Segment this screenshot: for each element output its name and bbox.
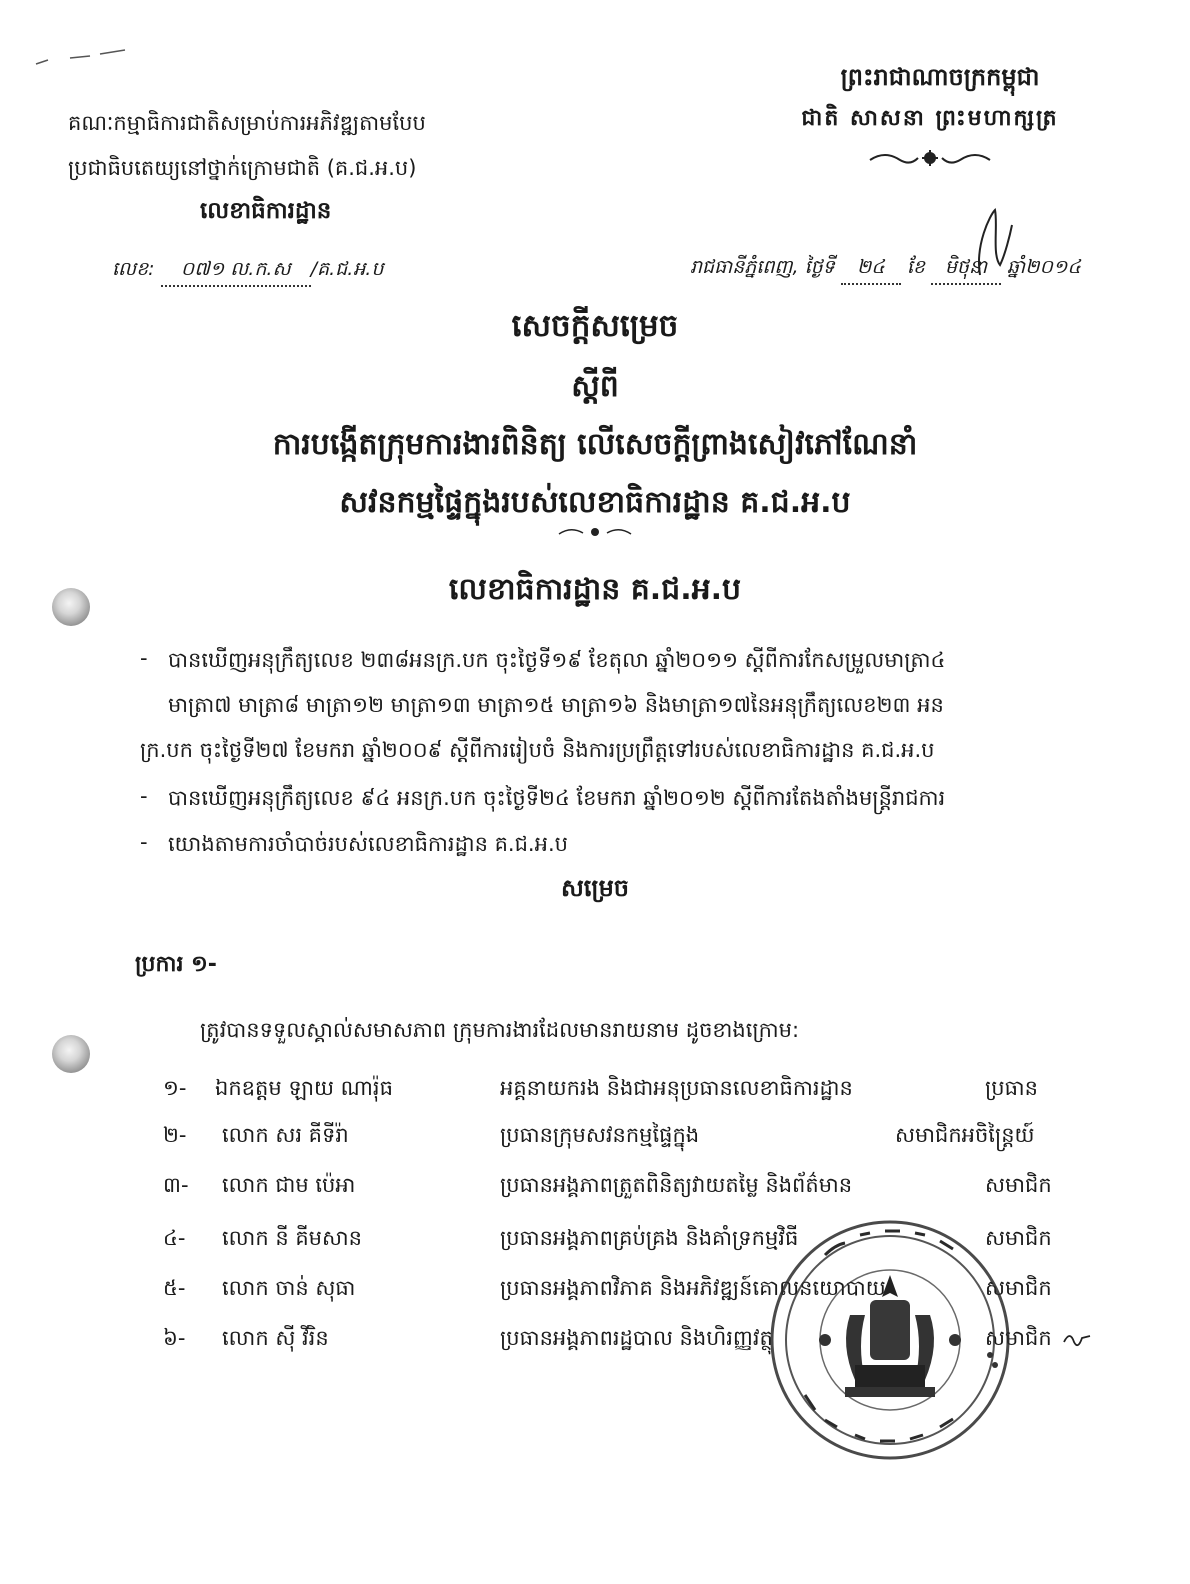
preamble-item-1 [140, 638, 1068, 773]
title-subject-line-1: ការបង្កើតក្រុមការងារពិនិត្យ លើសេចក្តីព្រាងសៀវភៅណែនាំ [272, 427, 918, 462]
handwritten-signature [950, 205, 1040, 285]
title-subject-line-2: សវនកម្មផ្ទៃក្នុងរបស់លេខាធិការដ្ឋាន គ.ជ.អ.ប [339, 485, 851, 520]
document-title: សេចក្តីសម្រេច [511, 308, 679, 344]
date-day: ២៤ [841, 255, 901, 285]
kingdom-title: ព្រះរាជាណាចក្រកម្ពុជា [840, 63, 1040, 91]
member-number: ២- [163, 1123, 187, 1147]
member-name: លោក ចាន់ សុធា [222, 1276, 356, 1300]
preamble-item-1-line-2: មាត្រា៧ មាត្រា៨ មាត្រា១២ មាត្រា១៣ មាត្រា១៥ មាត្រា១៦ និងមាត្រា១៧នៃអនុក្រឹត្យលេខ២៣ អន [168, 693, 944, 717]
title-ornament-icon [555, 524, 635, 544]
decision-heading: សម្រេច [560, 874, 630, 902]
member-role: ប្រធាន [985, 1076, 1038, 1100]
date-year: ឆ្នាំ២០១៤ [1007, 256, 1081, 278]
member-row-1 [0, 1075, 1190, 1115]
member-name: លោក សរ គីទីរ៉ា [222, 1123, 349, 1147]
preamble-item-2-line-1: បានឃើញអនុក្រឹត្យលេខ ៩៤ អនក្រ.បក ចុះថ្ងៃទី២៤ ខែមករា ឆ្នាំ២០១២ ស្តីពីការតែងតាំងមន្ត្រីរាជការ [168, 786, 946, 810]
org-line-2: ប្រជាធិបតេយ្យនៅថ្នាក់ក្រោមជាតិ (គ.ជ.អ.ប) [68, 156, 417, 180]
reference-label: លេខ: [112, 258, 155, 280]
preamble-item-3 [168, 822, 1068, 867]
article-1-intro: ត្រូវបានទទួលស្គាល់សមាសភាព ក្រុមការងារដែលមានរាយនាម ដូចខាងក្រោម: [200, 1018, 800, 1042]
org-department: លេខាធិការដ្ឋាន [200, 198, 332, 224]
preamble-bullet-3: - [140, 830, 148, 854]
member-number: ១- [163, 1076, 187, 1100]
member-name: ឯកឧត្តម ឡាយ ណារ៉ុធ [215, 1076, 393, 1100]
member-position: អគ្គនាយករង និងជាអនុប្រធានលេខាធិការដ្ឋាន [500, 1076, 853, 1100]
date-month-label: ខែ [906, 256, 925, 278]
preamble-bullet-2: - [140, 784, 148, 808]
member-role: សមាជិកអចិន្ត្រៃយ៍ [895, 1123, 1035, 1147]
member-position: ប្រធានអង្គភាពត្រួតពិនិត្យវាយតម្លៃ និងព័ត៌មាន [500, 1173, 853, 1197]
org-line-1: គណៈកម្មាធិការជាតិសម្រាប់ការអភិវឌ្ឍតាមបែប [68, 111, 426, 135]
member-position: ប្រធានអង្គភាពវិភាគ និងអភិវឌ្ឍន៍គោលនយោបាយ [500, 1276, 886, 1300]
date-month: មិថុនា [931, 255, 1001, 285]
national-motto: ជាតិ សាសនា ព្រះមហាក្សត្រ [801, 106, 1059, 131]
member-role: សមាជិក [985, 1226, 1052, 1250]
header-ornament-icon [860, 146, 1000, 175]
member-position: ប្រធានអង្គភាពរដ្ឋបាល និងហិរញ្ញវត្ថុ [500, 1326, 773, 1350]
reference-suffix: /គ.ជ.អ.ប [310, 258, 384, 280]
member-role: សមាជិក [985, 1326, 1052, 1350]
preamble-item-3-line-1: យោងតាមការចាំបាច់របស់លេខាធិការដ្ឋាន គ.ជ.អ.ប [168, 832, 568, 856]
preamble-item-2 [168, 776, 1068, 821]
reference-number [112, 257, 383, 287]
issuing-office: លេខាធិការដ្ឋាន គ.ជ.អ.ប [448, 572, 742, 607]
member-position: ប្រធានអង្គភាពគ្រប់គ្រង និងគាំទ្រកម្មវិធី [500, 1226, 799, 1250]
date-place: រាជធានីភ្នំពេញ, ថ្ងៃទី [690, 256, 835, 278]
member-name: លោក ស៊ី វីរិន [222, 1326, 329, 1350]
preamble-item-1-line-3: ក្រ.បក ចុះថ្ងៃទី២៧ ខែមករា ឆ្នាំ២០០៩ ស្តីពីការរៀបចំ និងការប្រព្រឹត្តទៅរបស់លេខាធិការដ្ឋាន គ.ជ.អ.ប [140, 738, 935, 762]
member-role: សមាជិក [985, 1276, 1052, 1300]
member-number: ៤- [163, 1226, 186, 1250]
preamble-item-1-line-1: បានឃើញអនុក្រឹត្យលេខ ២៣៨អនក្រ.បក ចុះថ្ងៃទី១៩ ខែតុលា ឆ្នាំ២០១១ ស្តីពីការកែសម្រួលមាត្រា៤ [168, 648, 946, 672]
member-number: ៦- [163, 1326, 186, 1350]
member-role: សមាជិក [985, 1173, 1052, 1197]
member-position: ប្រធានក្រុមសវនកម្មផ្ទៃក្នុង [500, 1123, 700, 1147]
official-seal-icon [765, 1215, 1015, 1465]
article-1-label: ប្រការ ១- [135, 952, 217, 977]
member-number: ៥- [163, 1276, 186, 1300]
preamble-bullet-1: - [140, 646, 148, 670]
punch-hole-bottom [52, 1035, 90, 1073]
scan-mark [30, 40, 130, 70]
title-about: ស្តីពី [571, 369, 619, 404]
initials-mark [1060, 1322, 1100, 1352]
member-name: លោក នី គីមសាន [222, 1226, 362, 1250]
reference-value: ០៧១ ល.ក.ស [161, 257, 311, 287]
member-row-3 [0, 1172, 1190, 1212]
member-name: លោក ជាម ប៉េអា [222, 1173, 356, 1197]
member-number: ៣- [163, 1173, 189, 1197]
member-row-2 [0, 1122, 1190, 1162]
